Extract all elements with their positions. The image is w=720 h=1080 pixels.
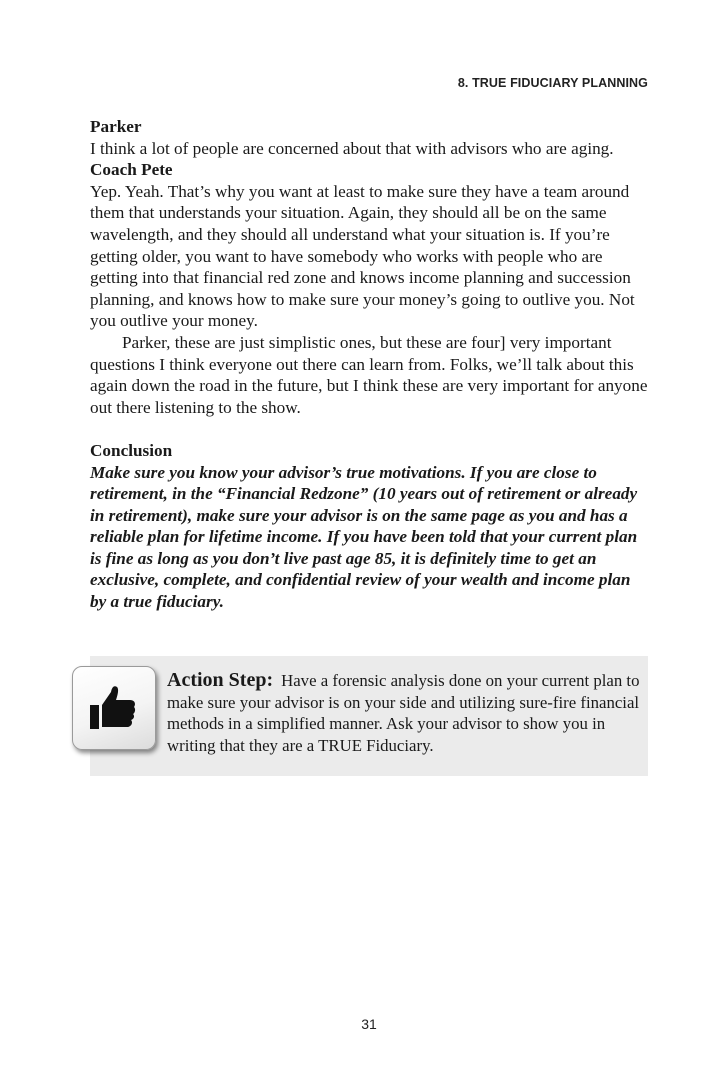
dialogue-paragraph: I think a lot of people are concerned about that with advisors who are aging. [90,138,614,158]
thumbs-up-tile [72,666,156,750]
speaker-name: Coach Pete [90,160,173,180]
page-body [90,116,650,613]
conclusion-text: Make sure you know your advisor’s true motivations. If you are close to retirement, in the “Financial Redzone” (10 years out of retirement or already in retirement), make sure your advisor is on the same page as you and has a reliable plan for lifetime income. If you have been told that your current plan is fine as long as you don’t live past age 85, it is definitely time to get an exclusive, complete, and confidential review of your wealth and income plan by a true fiduciary. [90,462,638,612]
action-step-label: Action Step: [167,669,274,691]
thumbs-up-icon [87,681,141,735]
conclusion-heading: Conclusion [90,440,173,460]
speaker-name: Parker [90,117,142,136]
action-step-text-block [167,670,643,756]
page-number: 31 [361,1016,377,1032]
dialogue-paragraph: Yep. Yeah. That’s why you want at least to make sure they have a team around them that understands your situation. Again, they should all be on the same wavelength, and they should all understand what your situation is. If you’re getting older, you want to have somebody who works with people who are getting into that financial red zone and knows income planning and succession planning, and knows how to make sure your money’s going to outlive you. Not you outlive your money. [90,181,635,331]
dialogue-paragraph: Parker, these are just simplistic ones, but these are four] very important questions I think everyone out there can learn from. Folks, we’ll talk about this again down the road in the future, but I think these are very important for anyone out there listening to the show. [90,332,648,417]
running-header: 8. TRUE FIDUCIARY PLANNING [457,76,648,90]
action-step-text: Have a forensic analysis done on your current plan to make sure your advisor is on your side and utilizing sure-fire financial methods in a simplified manner. Ask your advisor to show you in writing that they are a TRUE Fiduciary. [167,671,640,755]
